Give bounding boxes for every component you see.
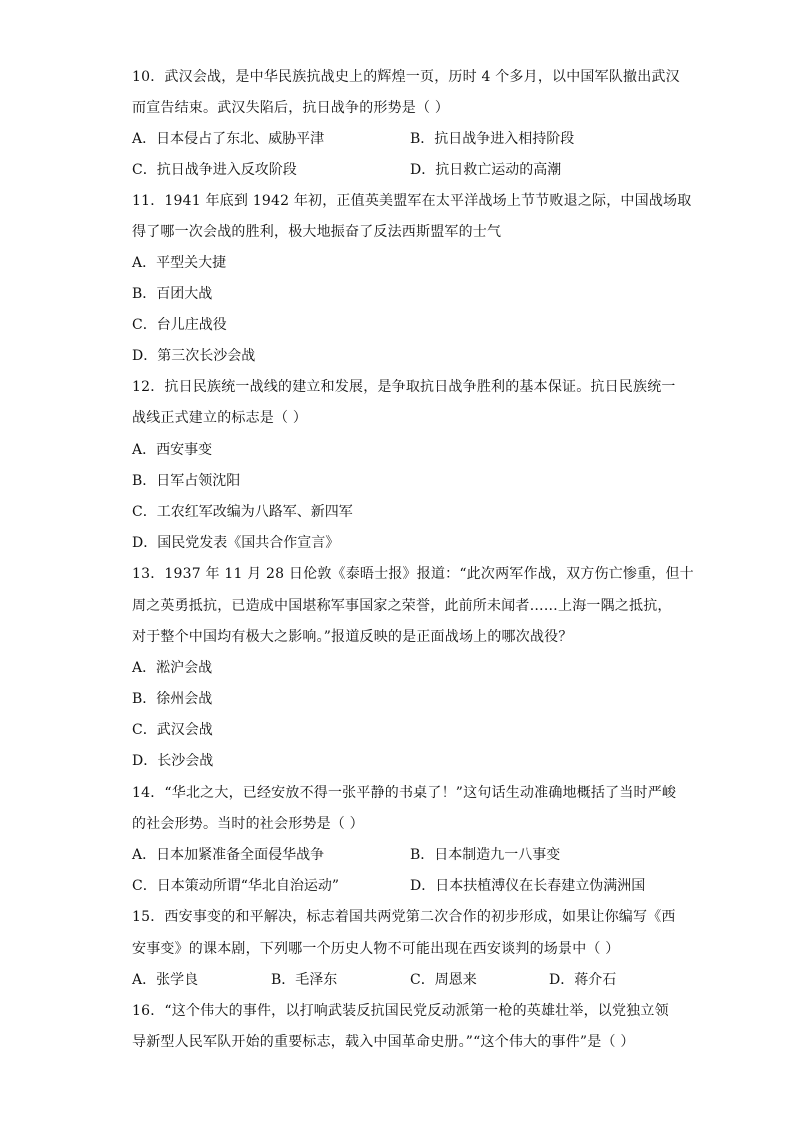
question-14-option-d: D．日本扶植溥仪在长春建立伪满洲国	[410, 878, 646, 894]
question-10-option-a: A．日本侵占了东北、威胁平津	[132, 131, 325, 147]
question-15-stem-line-1: 15．西安事变的和平解决，标志着国共两党第二次合作的初步形成，如果让你编写《西	[132, 909, 676, 925]
question-15-option-c: C．周恩来	[410, 972, 477, 988]
question-12-stem-line-2: 战线正式建立的标志是（ ）	[132, 410, 308, 426]
question-10-stem-line-1: 10．武汉会战，是中华民族抗战史上的辉煌一页，历时 4 个多月，以中国军队撤出武汉	[132, 69, 680, 85]
question-15-option-b: B．毛泽东	[271, 972, 338, 988]
question-12-option-a: A．西安事变	[132, 442, 213, 458]
question-13-option-c: C．武汉会战	[132, 722, 213, 738]
question-14-option-b: B．日本制造九一八事变	[410, 847, 561, 863]
question-13-option-b: B．徐州会战	[132, 691, 213, 707]
question-14-option-c: C．日本策动所谓“华北自治运动”	[132, 878, 340, 894]
question-11-stem-line-1: 11．1941 年底到 1942 年初，正值英美盟军在太平洋战场上节节败退之际，中国战场取	[132, 193, 692, 209]
question-13-stem-line-3: 对于整个中国均有极大之影响。”报道反映的是正面战场上的哪次战役？	[132, 629, 573, 645]
question-13-option-d: D．长沙会战	[132, 753, 214, 769]
question-11-stem-line-2: 得了哪一次会战的胜利，极大地振奋了反法西斯盟军的士气	[132, 224, 502, 240]
question-11-option-d: D．第三次长沙会战	[132, 348, 256, 364]
question-11-option-c: C．台儿庄战役	[132, 317, 227, 333]
question-16-stem-line-2: 导新型人民军队开始的重要标志，载入中国革命史册。”“这个伟大的事件”是（ ）	[132, 1034, 635, 1050]
question-12-option-b: B．日军占领沈阳	[132, 473, 241, 489]
question-10-option-c: C．抗日战争进入反攻阶段	[132, 162, 297, 178]
question-16-stem-line-1: 16．“这个伟大的事件，以打响武装反抗国民党反动派第一枪的英雄壮举，以党独立领	[132, 1003, 669, 1019]
question-15-stem-line-2: 安事变》的课本剧，下列哪一个历史人物不可能出现在西安谈判的场景中（ ）	[132, 941, 620, 957]
question-14-stem-line-2: 的社会形势。当时的社会形势是（ ）	[132, 816, 364, 832]
question-10-option-b: B．抗日战争进入相持阶段	[410, 131, 575, 147]
question-14-option-a: A．日本加紧准备全面侵华战争	[132, 847, 325, 863]
question-12-option-d: D．国民党发表《国共合作宣言》	[132, 535, 340, 551]
question-10-option-d: D．抗日救亡运动的高潮	[410, 162, 562, 178]
question-15-option-d: D．蒋介石	[549, 972, 617, 988]
question-12-option-c: C．工农红军改编为八路军、新四军	[132, 504, 353, 520]
question-12-stem-line-1: 12．抗日民族统一战线的建立和发展，是争取抗日战争胜利的基本保证。抗日民族统一	[132, 379, 676, 395]
question-11-option-b: B．百团大战	[132, 286, 213, 302]
question-11-option-a: A．平型关大捷	[132, 255, 227, 271]
question-13-stem-line-2: 周之英勇抵抗，已造成中国堪称军事国家之荣誉，此前所未闻者……上海一隅之抵抗，	[132, 598, 672, 614]
question-14-stem-line-1: 14．“华北之大，已经安放不得一张平静的书桌了！”这句话生动准确地概括了当时严峻	[132, 785, 677, 801]
question-13-stem-line-1: 13．1937 年 11 月 28 日伦敦《泰晤士报》报道：“此次两军作战，双方伤亡惨重，但十	[132, 566, 694, 582]
question-15-option-a: A．张学良	[132, 972, 199, 988]
question-10-stem-line-2: 而宣告结束。武汉失陷后，抗日战争的形势是（ ）	[132, 100, 450, 116]
question-13-option-a: A．淞沪会战	[132, 660, 213, 676]
